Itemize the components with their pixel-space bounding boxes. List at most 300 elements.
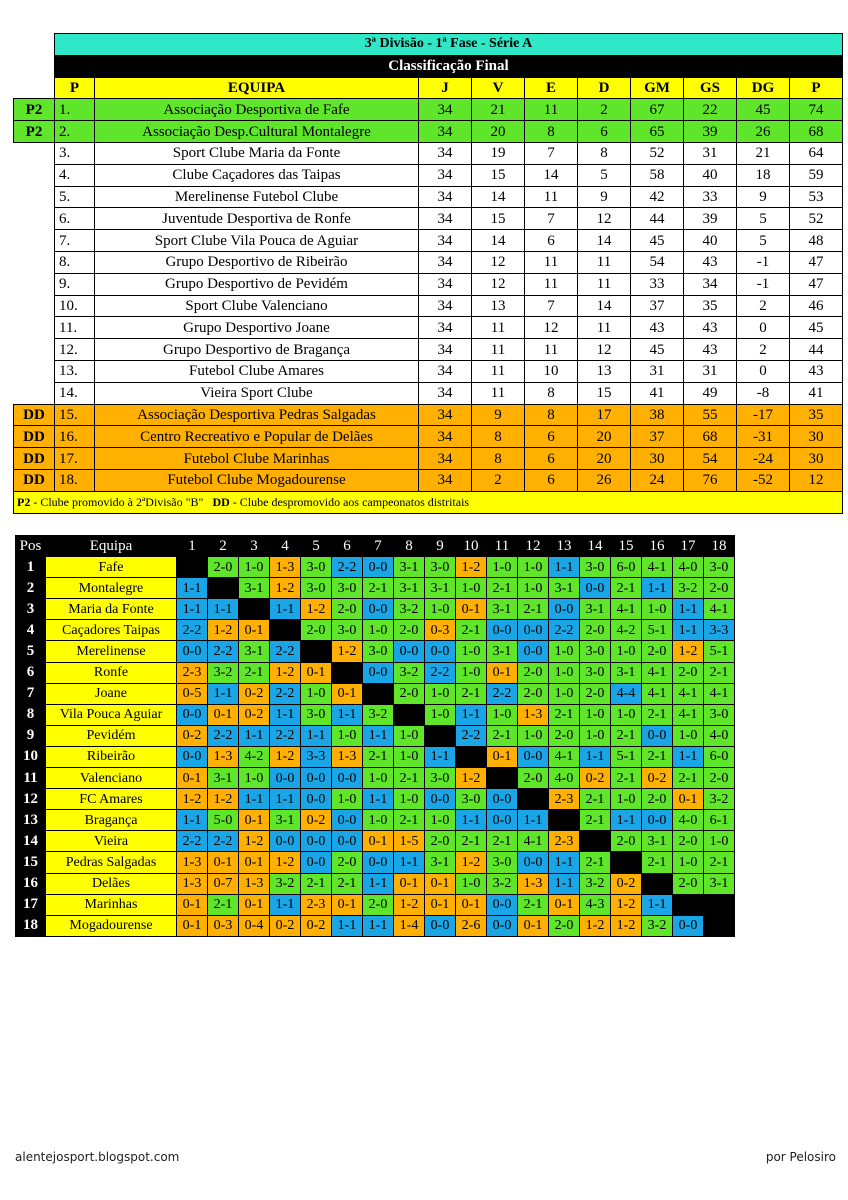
row-losses: 12 bbox=[578, 339, 631, 361]
standings-table bbox=[13, 33, 843, 514]
legend-dd-text: - Clube despromovido aos campeonatos distritais bbox=[229, 495, 470, 510]
row-team: Juventude Desportiva de Ronfe bbox=[95, 208, 419, 230]
matrix-result-cell: 3-1 bbox=[425, 852, 456, 873]
matrix-result-cell: 1-0 bbox=[673, 725, 704, 746]
row-position: 5. bbox=[55, 186, 95, 208]
legend-p2-code: P2 bbox=[17, 495, 31, 510]
matrix-result-cell: 4-1 bbox=[611, 599, 642, 620]
row-goal-diff: 21 bbox=[737, 142, 790, 164]
matrix-self-cell bbox=[456, 746, 487, 767]
row-goals-against: 40 bbox=[684, 230, 737, 252]
matrix-result-cell: 1-3 bbox=[177, 852, 208, 873]
row-played: 34 bbox=[419, 208, 472, 230]
matrix-result-cell: 0-2 bbox=[301, 915, 332, 936]
matrix-result-cell: 0-0 bbox=[301, 852, 332, 873]
matrix-result-cell: 2-0 bbox=[580, 620, 611, 641]
matrix-result-cell: 1-2 bbox=[270, 746, 301, 767]
matrix-result-cell: 2-1 bbox=[580, 810, 611, 831]
matrix-result-cell: 0-1 bbox=[363, 831, 394, 852]
matrix-result-cell: 2-0 bbox=[518, 683, 549, 704]
standings-row bbox=[14, 99, 843, 121]
matrix-self-cell bbox=[673, 894, 704, 915]
matrix-result-cell: 0-2 bbox=[611, 873, 642, 894]
row-team: Sport Clube Maria da Fonte bbox=[95, 142, 419, 164]
matrix-result-cell: 0-1 bbox=[332, 683, 363, 704]
matrix-result-cell: 0-0 bbox=[394, 641, 425, 662]
matrix-result-cell: 0-1 bbox=[239, 620, 270, 641]
matrix-result-cell: 1-0 bbox=[487, 557, 518, 578]
matrix-result-cell: 2-0 bbox=[394, 683, 425, 704]
standings-row bbox=[14, 469, 843, 491]
matrix-result-cell: 4-1 bbox=[673, 683, 704, 704]
matrix-row bbox=[16, 578, 735, 599]
row-wins: 11 bbox=[472, 382, 525, 404]
row-tag bbox=[14, 360, 55, 382]
matrix-row bbox=[16, 704, 735, 725]
matrix-result-cell: 3-2 bbox=[208, 662, 239, 683]
matrix-col-header: 18 bbox=[704, 536, 735, 557]
matrix-self-cell bbox=[177, 557, 208, 578]
matrix-result-cell: 1-1 bbox=[177, 578, 208, 599]
row-goals-for: 65 bbox=[631, 121, 684, 143]
matrix-result-cell: 4-1 bbox=[704, 683, 735, 704]
matrix-result-cell: 0-0 bbox=[363, 852, 394, 873]
matrix-row-team: Maria da Fonte bbox=[46, 599, 177, 620]
row-points: 35 bbox=[790, 404, 843, 426]
row-wins: 8 bbox=[472, 448, 525, 470]
matrix-result-cell: 1-2 bbox=[456, 852, 487, 873]
matrix-result-cell: 1-0 bbox=[332, 789, 363, 810]
matrix-result-cell: 1-2 bbox=[673, 641, 704, 662]
matrix-result-cell: 1-2 bbox=[580, 915, 611, 936]
matrix-row bbox=[16, 810, 735, 831]
matrix-row-pos: 10 bbox=[16, 746, 46, 767]
header-team: EQUIPA bbox=[95, 77, 419, 99]
matrix-result-cell: 3-0 bbox=[487, 852, 518, 873]
row-losses: 15 bbox=[578, 382, 631, 404]
matrix-result-cell: 2-2 bbox=[487, 683, 518, 704]
row-goals-for: 58 bbox=[631, 164, 684, 186]
row-goal-diff: 5 bbox=[737, 208, 790, 230]
matrix-result-cell: 1-0 bbox=[518, 578, 549, 599]
matrix-result-cell: 1-3 bbox=[239, 873, 270, 894]
matrix-result-cell: 1-1 bbox=[301, 725, 332, 746]
matrix-result-cell: 0-0 bbox=[425, 641, 456, 662]
matrix-result-cell: 1-1 bbox=[549, 852, 580, 873]
matrix-result-cell: 1-2 bbox=[611, 915, 642, 936]
row-goal-diff: 45 bbox=[737, 99, 790, 121]
row-wins: 11 bbox=[472, 360, 525, 382]
matrix-result-cell: 2-3 bbox=[549, 789, 580, 810]
row-tag bbox=[14, 273, 55, 295]
matrix-result-cell: 3-2 bbox=[704, 789, 735, 810]
row-goals-against: 33 bbox=[684, 186, 737, 208]
matrix-result-cell: 2-2 bbox=[208, 725, 239, 746]
matrix-result-cell: 4-2 bbox=[611, 620, 642, 641]
matrix-result-cell: 2-1 bbox=[704, 852, 735, 873]
row-tag bbox=[14, 208, 55, 230]
row-goals-for: 38 bbox=[631, 404, 684, 426]
row-position: 15. bbox=[55, 404, 95, 426]
matrix-result-cell: 0-1 bbox=[487, 746, 518, 767]
row-wins: 13 bbox=[472, 295, 525, 317]
row-team: Grupo Desportivo de Ribeirão bbox=[95, 251, 419, 273]
matrix-result-cell: 0-1 bbox=[518, 915, 549, 936]
row-wins: 15 bbox=[472, 208, 525, 230]
row-goals-for: 43 bbox=[631, 317, 684, 339]
standings-row bbox=[14, 251, 843, 273]
matrix-result-cell: 1-0 bbox=[611, 641, 642, 662]
matrix-result-cell: 0-2 bbox=[177, 725, 208, 746]
matrix-row-pos: 14 bbox=[16, 831, 46, 852]
matrix-col-header: 5 bbox=[301, 536, 332, 557]
row-played: 34 bbox=[419, 426, 472, 448]
row-goals-against: 39 bbox=[684, 208, 737, 230]
row-played: 34 bbox=[419, 382, 472, 404]
matrix-result-cell: 1-1 bbox=[332, 915, 363, 936]
row-team: Futebol Clube Amares bbox=[95, 360, 419, 382]
matrix-result-cell: 2-0 bbox=[518, 662, 549, 683]
header-wins: V bbox=[472, 77, 525, 99]
row-position: 9. bbox=[55, 273, 95, 295]
matrix-result-cell: 0-0 bbox=[177, 641, 208, 662]
matrix-result-cell: 3-0 bbox=[301, 578, 332, 599]
row-position: 8. bbox=[55, 251, 95, 273]
matrix-result-cell: 2-2 bbox=[208, 831, 239, 852]
matrix-result-cell: 1-2 bbox=[301, 599, 332, 620]
matrix-result-cell: 1-0 bbox=[487, 704, 518, 725]
row-wins: 11 bbox=[472, 339, 525, 361]
matrix-result-cell: 3-0 bbox=[425, 557, 456, 578]
matrix-result-cell: 0-0 bbox=[642, 810, 673, 831]
matrix-result-cell: 1-1 bbox=[642, 578, 673, 599]
matrix-result-cell: 1-1 bbox=[456, 810, 487, 831]
row-goals-against: 55 bbox=[684, 404, 737, 426]
matrix-self-cell bbox=[704, 894, 735, 915]
matrix-result-cell: 1-1 bbox=[363, 915, 394, 936]
matrix-result-cell: 4-1 bbox=[642, 557, 673, 578]
matrix-result-cell: 2-1 bbox=[580, 789, 611, 810]
matrix-result-cell: 1-3 bbox=[208, 746, 239, 767]
matrix-result-cell: 1-2 bbox=[177, 789, 208, 810]
matrix-row-team: Vila Pouca Aguiar bbox=[46, 704, 177, 725]
matrix-row-team: Valenciano bbox=[46, 768, 177, 789]
row-points: 30 bbox=[790, 448, 843, 470]
row-losses: 17 bbox=[578, 404, 631, 426]
matrix-result-cell: 1-1 bbox=[549, 873, 580, 894]
footer-site: alentejosport.blogspot.com bbox=[15, 1150, 180, 1164]
matrix-result-cell: 1-1 bbox=[177, 599, 208, 620]
matrix-result-cell: 1-0 bbox=[239, 768, 270, 789]
row-draws: 7 bbox=[525, 208, 578, 230]
matrix-col-header: 7 bbox=[363, 536, 394, 557]
matrix-result-cell: 5-1 bbox=[704, 641, 735, 662]
matrix-result-cell: 2-1 bbox=[642, 746, 673, 767]
matrix-result-cell: 3-2 bbox=[580, 873, 611, 894]
row-losses: 12 bbox=[578, 208, 631, 230]
row-goals-for: 37 bbox=[631, 295, 684, 317]
matrix-self-cell bbox=[239, 599, 270, 620]
matrix-result-cell: 4-1 bbox=[704, 599, 735, 620]
matrix-result-cell: 3-1 bbox=[239, 578, 270, 599]
matrix-result-cell: 1-2 bbox=[270, 852, 301, 873]
matrix-result-cell: 1-2 bbox=[394, 894, 425, 915]
matrix-row-pos: 17 bbox=[16, 894, 46, 915]
header-pos: P bbox=[55, 77, 95, 99]
matrix-result-cell: 2-1 bbox=[518, 894, 549, 915]
matrix-result-cell: 1-1 bbox=[673, 746, 704, 767]
matrix-row-team: Pedras Salgadas bbox=[46, 852, 177, 873]
matrix-result-cell: 3-0 bbox=[363, 641, 394, 662]
matrix-result-cell: 0-5 bbox=[177, 683, 208, 704]
matrix-result-cell: 0-1 bbox=[456, 599, 487, 620]
matrix-col-header: 16 bbox=[642, 536, 673, 557]
matrix-header-pos: Pos bbox=[16, 536, 46, 557]
row-goal-diff: -1 bbox=[737, 273, 790, 295]
matrix-result-cell: 0-0 bbox=[518, 746, 549, 767]
matrix-result-cell: 0-0 bbox=[332, 831, 363, 852]
row-played: 34 bbox=[419, 230, 472, 252]
row-draws: 12 bbox=[525, 317, 578, 339]
matrix-result-cell: 1-0 bbox=[580, 704, 611, 725]
matrix-result-cell: 3-1 bbox=[611, 662, 642, 683]
matrix-row bbox=[16, 620, 735, 641]
row-losses: 13 bbox=[578, 360, 631, 382]
matrix-result-cell: 0-0 bbox=[270, 831, 301, 852]
row-goal-diff: -8 bbox=[737, 382, 790, 404]
matrix-result-cell: 3-3 bbox=[704, 620, 735, 641]
matrix-col-header: 14 bbox=[580, 536, 611, 557]
matrix-result-cell: 1-3 bbox=[177, 873, 208, 894]
row-goal-diff: 0 bbox=[737, 317, 790, 339]
row-tag: DD bbox=[14, 469, 55, 491]
row-points: 68 bbox=[790, 121, 843, 143]
row-losses: 11 bbox=[578, 317, 631, 339]
row-points: 30 bbox=[790, 426, 843, 448]
matrix-row-pos: 12 bbox=[16, 789, 46, 810]
matrix-col-header: 8 bbox=[394, 536, 425, 557]
matrix-result-cell: 2-1 bbox=[239, 662, 270, 683]
row-losses: 11 bbox=[578, 251, 631, 273]
row-position: 6. bbox=[55, 208, 95, 230]
matrix-result-cell: 5-0 bbox=[208, 810, 239, 831]
matrix-result-cell: 4-2 bbox=[239, 746, 270, 767]
row-played: 34 bbox=[419, 360, 472, 382]
row-tag bbox=[14, 382, 55, 404]
row-played: 34 bbox=[419, 121, 472, 143]
matrix-result-cell: 0-1 bbox=[549, 894, 580, 915]
matrix-result-cell: 2-2 bbox=[270, 641, 301, 662]
matrix-result-cell: 3-2 bbox=[270, 873, 301, 894]
matrix-result-cell: 1-1 bbox=[208, 683, 239, 704]
matrix-col-header: 17 bbox=[673, 536, 704, 557]
matrix-result-cell: 1-2 bbox=[208, 620, 239, 641]
matrix-result-cell: 2-2 bbox=[208, 641, 239, 662]
matrix-row-pos: 18 bbox=[16, 915, 46, 936]
row-tag bbox=[14, 142, 55, 164]
matrix-result-cell: 2-0 bbox=[394, 620, 425, 641]
row-losses: 8 bbox=[578, 142, 631, 164]
matrix-result-cell: 4-1 bbox=[549, 746, 580, 767]
row-wins: 14 bbox=[472, 230, 525, 252]
matrix-result-cell: 3-1 bbox=[549, 578, 580, 599]
matrix-result-cell: 1-1 bbox=[673, 620, 704, 641]
matrix-col-header: 4 bbox=[270, 536, 301, 557]
matrix-col-header: 15 bbox=[611, 536, 642, 557]
matrix-result-cell: 1-0 bbox=[518, 557, 549, 578]
matrix-result-cell: 1-0 bbox=[394, 725, 425, 746]
matrix-result-cell: 0-3 bbox=[425, 620, 456, 641]
matrix-row-pos: 11 bbox=[16, 768, 46, 789]
matrix-self-cell bbox=[580, 831, 611, 852]
row-points: 64 bbox=[790, 142, 843, 164]
matrix-result-cell: 0-2 bbox=[642, 768, 673, 789]
matrix-result-cell: 1-3 bbox=[518, 873, 549, 894]
row-played: 34 bbox=[419, 448, 472, 470]
matrix-result-cell: 1-0 bbox=[425, 810, 456, 831]
matrix-self-cell bbox=[301, 641, 332, 662]
matrix-result-cell: 2-1 bbox=[487, 725, 518, 746]
matrix-result-cell: 0-0 bbox=[487, 894, 518, 915]
matrix-row-team: Joane bbox=[46, 683, 177, 704]
matrix-row bbox=[16, 768, 735, 789]
row-goal-diff: -31 bbox=[737, 426, 790, 448]
matrix-result-cell: 1-0 bbox=[363, 810, 394, 831]
matrix-result-cell: 3-0 bbox=[704, 557, 735, 578]
row-wins: 20 bbox=[472, 121, 525, 143]
matrix-result-cell: 1-1 bbox=[270, 789, 301, 810]
row-team: Sport Clube Valenciano bbox=[95, 295, 419, 317]
row-goals-for: 37 bbox=[631, 426, 684, 448]
matrix-result-cell: 0-2 bbox=[301, 810, 332, 831]
matrix-result-cell: 4-4 bbox=[611, 683, 642, 704]
row-played: 34 bbox=[419, 404, 472, 426]
matrix-result-cell: 2-1 bbox=[301, 873, 332, 894]
matrix-result-cell: 1-0 bbox=[363, 768, 394, 789]
matrix-result-cell: 2-1 bbox=[580, 852, 611, 873]
matrix-row bbox=[16, 599, 735, 620]
matrix-result-cell: 2-0 bbox=[518, 768, 549, 789]
standings-subtitle: Classificação Final bbox=[55, 55, 843, 77]
matrix-result-cell: 2-0 bbox=[673, 831, 704, 852]
matrix-row bbox=[16, 789, 735, 810]
matrix-result-cell: 6-0 bbox=[611, 557, 642, 578]
row-goal-diff: 5 bbox=[737, 230, 790, 252]
matrix-result-cell: 3-2 bbox=[673, 578, 704, 599]
matrix-result-cell: 0-0 bbox=[487, 620, 518, 641]
row-position: 10. bbox=[55, 295, 95, 317]
header-goals-for: GM bbox=[631, 77, 684, 99]
matrix-result-cell: 0-1 bbox=[177, 894, 208, 915]
row-wins: 8 bbox=[472, 426, 525, 448]
matrix-result-cell: 2-2 bbox=[549, 620, 580, 641]
matrix-result-cell: 0-1 bbox=[673, 789, 704, 810]
matrix-row-pos: 15 bbox=[16, 852, 46, 873]
matrix-result-cell: 2-1 bbox=[673, 768, 704, 789]
matrix-result-cell: 0-0 bbox=[549, 599, 580, 620]
row-position: 17. bbox=[55, 448, 95, 470]
standings-row bbox=[14, 339, 843, 361]
matrix-self-cell bbox=[518, 789, 549, 810]
matrix-result-cell: 0-2 bbox=[270, 915, 301, 936]
standings-title: 3ª Divisão - 1ª Fase - Série A bbox=[55, 34, 843, 56]
matrix-result-cell: 0-1 bbox=[239, 894, 270, 915]
row-team: Grupo Desportivo de Bragança bbox=[95, 339, 419, 361]
matrix-result-cell: 2-0 bbox=[673, 873, 704, 894]
standings-row bbox=[14, 426, 843, 448]
matrix-result-cell: 2-1 bbox=[611, 725, 642, 746]
matrix-result-cell: 0-0 bbox=[301, 789, 332, 810]
row-losses: 14 bbox=[578, 230, 631, 252]
row-goal-diff: 9 bbox=[737, 186, 790, 208]
row-losses: 6 bbox=[578, 121, 631, 143]
row-points: 47 bbox=[790, 273, 843, 295]
row-draws: 11 bbox=[525, 339, 578, 361]
row-goals-against: 35 bbox=[684, 295, 737, 317]
row-team: Centro Recreativo e Popular de Delães bbox=[95, 426, 419, 448]
matrix-result-cell: 0-0 bbox=[487, 915, 518, 936]
matrix-result-cell: 3-0 bbox=[332, 620, 363, 641]
matrix-result-cell: 1-1 bbox=[239, 789, 270, 810]
standings-row bbox=[14, 164, 843, 186]
matrix-result-cell: 1-1 bbox=[363, 789, 394, 810]
row-goal-diff: 2 bbox=[737, 295, 790, 317]
row-draws: 11 bbox=[525, 186, 578, 208]
matrix-result-cell: 1-1 bbox=[270, 599, 301, 620]
header-draws: E bbox=[525, 77, 578, 99]
row-draws: 11 bbox=[525, 273, 578, 295]
matrix-result-cell: 1-1 bbox=[642, 894, 673, 915]
matrix-result-cell: 0-1 bbox=[239, 810, 270, 831]
matrix-result-cell: 0-1 bbox=[301, 662, 332, 683]
row-position: 13. bbox=[55, 360, 95, 382]
matrix-result-cell: 0-0 bbox=[363, 662, 394, 683]
row-points: 53 bbox=[790, 186, 843, 208]
blank-cell bbox=[14, 77, 55, 99]
row-points: 46 bbox=[790, 295, 843, 317]
matrix-col-header: 13 bbox=[549, 536, 580, 557]
row-draws: 8 bbox=[525, 382, 578, 404]
standings-row bbox=[14, 142, 843, 164]
matrix-row-team: Marinhas bbox=[46, 894, 177, 915]
matrix-self-cell bbox=[642, 873, 673, 894]
matrix-result-cell: 2-0 bbox=[549, 915, 580, 936]
matrix-row-pos: 3 bbox=[16, 599, 46, 620]
matrix-result-cell: 4-0 bbox=[704, 725, 735, 746]
standings-row bbox=[14, 186, 843, 208]
row-tag: DD bbox=[14, 404, 55, 426]
matrix-result-cell: 4-0 bbox=[549, 768, 580, 789]
matrix-row bbox=[16, 873, 735, 894]
matrix-result-cell: 6-1 bbox=[704, 810, 735, 831]
row-goals-for: 54 bbox=[631, 251, 684, 273]
matrix-result-cell: 4-1 bbox=[642, 662, 673, 683]
matrix-col-header: 6 bbox=[332, 536, 363, 557]
matrix-result-cell: 1-1 bbox=[518, 810, 549, 831]
row-points: 74 bbox=[790, 99, 843, 121]
matrix-result-cell: 2-1 bbox=[642, 704, 673, 725]
row-goals-for: 42 bbox=[631, 186, 684, 208]
matrix-self-cell bbox=[549, 810, 580, 831]
row-goals-against: 34 bbox=[684, 273, 737, 295]
matrix-self-cell bbox=[425, 725, 456, 746]
matrix-result-cell: 3-0 bbox=[456, 789, 487, 810]
row-wins: 21 bbox=[472, 99, 525, 121]
standings-row bbox=[14, 208, 843, 230]
row-tag: P2 bbox=[14, 121, 55, 143]
matrix-result-cell: 0-0 bbox=[425, 789, 456, 810]
matrix-row bbox=[16, 662, 735, 683]
